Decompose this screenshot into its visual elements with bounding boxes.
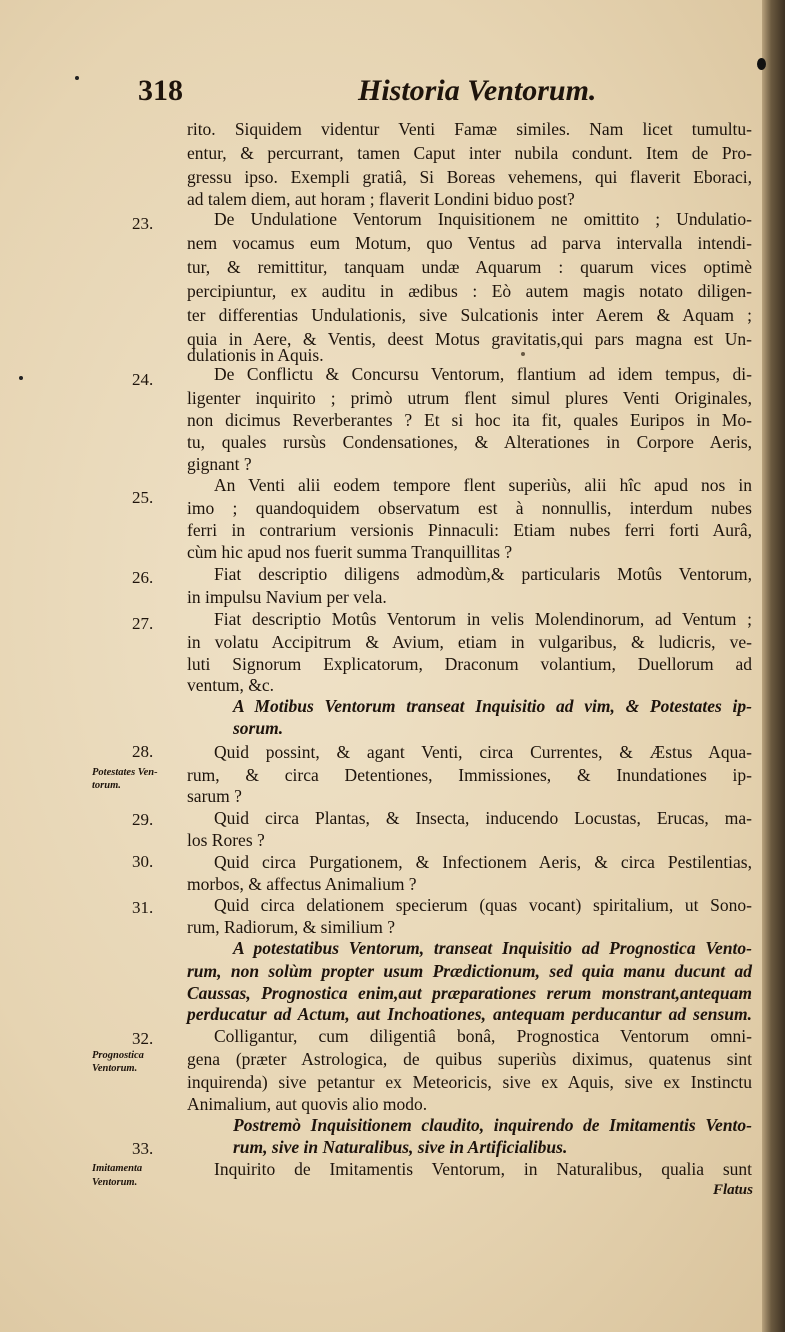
text-line: tu, quales rursùs Condensationes, & Alterationes in Corpore Aeris, (187, 432, 752, 452)
text-line: Quid possint, & agant Venti, circa Currentes, & Æstus Aqua- (214, 742, 752, 762)
text-line: Quid circa delationem specierum (quas vocant) spiritalium, ut Sono- (214, 895, 752, 915)
text-line: ligenter inquirito ; primò utrum flent simul plures Venti Originales, (187, 388, 752, 408)
margin-note: Ventorum. (92, 1177, 138, 1188)
text-line: rum, sive in Naturalibus, sive in Artificialibus. (233, 1137, 568, 1157)
ink-speck (521, 352, 525, 356)
text-line: imo ; quandoquidem observatum est à nonnullis, interdum nubes (187, 498, 752, 518)
text-line: A potestatibus Ventorum, transeat Inquisitio ad Prognostica Vento- (233, 938, 752, 958)
article-number: 24. (132, 370, 154, 389)
article-number: 26. (132, 568, 154, 587)
text-line: rum, & circa Detentiones, Immissiones, & Inundationes ip- (187, 765, 752, 785)
ink-speck (19, 376, 23, 380)
text-line: morbos, & affectus Animalium ? (187, 874, 417, 894)
text-line: ventum, &c. (187, 675, 274, 695)
text-line: ter differentias Undulationis, sive Sulcationis inter Aerem & Aquam ; (187, 305, 752, 325)
text-line: ferri in contrarium versionis Pinnaculi: Etiam nubes ferri forti Aurâ, (187, 520, 752, 540)
text-line: luti Signorum Explicatorum, Draconum volantium, Duellorum ad (187, 654, 752, 674)
article-number: 30. (132, 852, 154, 871)
text-line: Animalium, aut quovis alio modo. (187, 1094, 428, 1114)
text-line: Caussas, Prognostica enim,aut præparationes rerum monstrant,antequam (187, 983, 752, 1003)
catchword: Flatus (712, 1182, 753, 1198)
text-line: nem vocamus eum Motum, quo Ventus ad parva intervalla intendi- (187, 233, 752, 253)
article-number: 28. (132, 742, 154, 761)
text-line: gignant ? (187, 454, 252, 474)
text-line: quia in Aere, & Ventis, deest Motus gravitatis,qui pars magna est Un- (187, 329, 752, 349)
text-line: A Motibus Ventorum transeat Inquisitio ad vim, & Potestates ip- (233, 696, 752, 716)
text-line: tur, & remittitur, tanquam undæ Aquarum : quarum vices optimè (187, 257, 752, 277)
text-line: An Venti alii eodem tempore flent superiùs, alii hîc apud nos in (214, 475, 752, 495)
text-line: gressu ipso. Exempli gratiâ, Si Boreas vehemens, qui flaverit Eboraci, (187, 167, 752, 187)
text-line: rum, non solùm propter usum Prædictionum, sed quia manu ducunt ad (187, 961, 752, 981)
margin-note: Ventorum. (92, 1063, 138, 1074)
article-number: 29. (132, 810, 154, 829)
text-line: dulationis in Aquis. (187, 345, 324, 365)
page-number: 318 (138, 74, 183, 107)
margin-note: Imitamenta (92, 1163, 143, 1174)
article-number: 27. (132, 614, 154, 633)
ink-spot (757, 58, 766, 70)
text-line: Postremò Inquisitionem claudito, inquirendo de Imitamentis Vento- (233, 1115, 752, 1135)
text-line: perducatur ad Actum, aut Inchoationes, antequam perducantur ad sensum. (187, 1004, 752, 1024)
margin-note: Prognostica (92, 1050, 144, 1061)
margin-note: Potestates Ven- (92, 767, 158, 778)
text-line: los Rores ? (187, 830, 265, 850)
article-number: 25. (132, 488, 154, 507)
text-line: Quid circa Purgationem, & Infectionem Aeris, & circa Pestilentias, (214, 852, 752, 872)
article-number: 33. (132, 1139, 154, 1158)
text-line: De Undulatione Ventorum Inquisitionem ne omittito ; Undulatio- (214, 209, 752, 229)
text-line: non dicimus Reverberantes ? Et si hoc ita fit, quales Euripos in Mo- (187, 410, 752, 430)
text-line: in volatu Accipitrum & Avium, etiam in vulgaribus, & ludicris, ve- (187, 632, 752, 652)
text-line: sorum. (233, 718, 284, 738)
text-line: percipiuntur, ex auditu in ædibus : Eò autem magis notato diligen- (187, 281, 752, 301)
text-line: in impulsu Navium per vela. (187, 587, 387, 607)
text-line: rum, Radiorum, & similium ? (187, 917, 396, 937)
text-line: ad talem diem, aut horam ; flaverit Londini biduo post? (187, 189, 575, 209)
text-line: entur, & percurrant, tamen Caput inter nubila condunt. Item de Pro- (187, 143, 752, 163)
text-line: rito. Siquidem videntur Venti Famæ similes. Nam licet tumultu- (187, 119, 752, 139)
text-line: Fiat descriptio diligens admodùm,& particularis Motûs Ventorum, (214, 564, 752, 584)
article-number: 23. (132, 214, 154, 233)
article-number: 32. (132, 1029, 154, 1048)
text-line: inquirenda) sive petantur ex Meteoricis, sive ex Aquis, sive ex Instinctu (187, 1072, 752, 1092)
article-number: 31. (132, 898, 154, 917)
text-line: Quid circa Plantas, & Insecta, inducendo Locustas, Erucas, ma- (214, 808, 752, 828)
text-line: Colligantur, cum diligentiâ bonâ, Prognostica Ventorum omni- (214, 1026, 752, 1046)
text-line: sarum ? (187, 786, 242, 806)
margin-note: torum. (92, 780, 121, 791)
text-line: cùm hic apud nos fuerit summa Tranquillitas ? (187, 542, 513, 562)
text-line: gena (præter Astrologica, de quibus superiùs diximus, quatenus sint (187, 1049, 752, 1069)
ink-speck (75, 76, 79, 80)
text-line: Inquirito de Imitamentis Ventorum, in Naturalibus, qualia sunt (214, 1159, 752, 1179)
running-title: Historia Ventorum. (358, 74, 597, 107)
text-line: Fiat descriptio Motûs Ventorum in velis Molendinorum, ad Ventum ; (214, 609, 752, 629)
text-line: De Conflictu & Concursu Ventorum, flantium ad idem tempus, di- (214, 364, 752, 384)
